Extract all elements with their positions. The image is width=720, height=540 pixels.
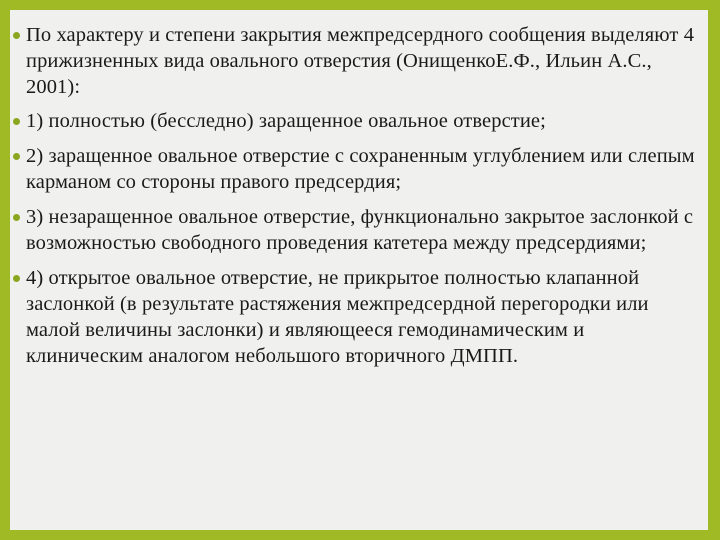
bullet-item-intro [10,22,700,100]
bullet-text: 2) заращенное овальное отверстие с сохраненным углублением или слепым карманом со стороны правого предсердия; [26,145,695,193]
slide-content-area [10,10,708,530]
bullet-item-1 [10,108,700,134]
bullet-text: 4) открытое овальное отверстие, не прикрытое полностью клапанной заслонкой (в результате растяжения межпредсердной перегородки или малой величины заслонки) и являющееся гемодинамическим и клиническим аналогом небольшого вторичного ДМПП. [26,267,649,367]
bullet-text: По характеру и степени закрытия межпредсердного сообщения выделяют 4 прижизненных вида овального отверстия (ОнищенкоЕ.Ф., Ильин А.С., 2001): [26,24,695,98]
bullet-text: 3) незаращенное овальное отверстие, функционально закрытое заслонкой с возможностью свободного проведения катетера между предсердиями; [26,206,694,254]
bullet-dot-icon [13,214,20,221]
bullet-text: 1) полностью (бесследно) заращенное овальное отверстие; [26,110,546,132]
bullet-item-2 [10,143,700,195]
bullet-item-4 [10,265,700,369]
bullet-item-3 [10,204,700,256]
bullet-dot-icon [13,275,20,282]
bullet-dot-icon [13,118,20,125]
bullet-dot-icon [13,32,20,39]
bullet-list [10,22,700,369]
bullet-dot-icon [13,153,20,160]
